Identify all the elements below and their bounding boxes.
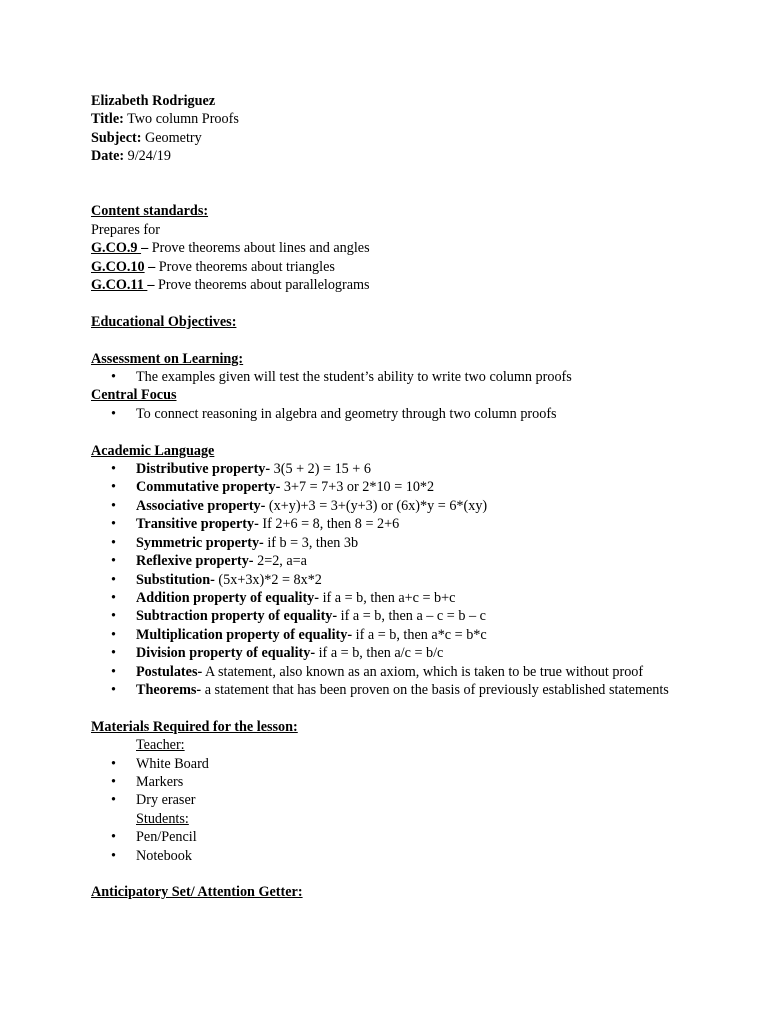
anticipatory-set-heading: Anticipatory Set/ Attention Getter: bbox=[91, 884, 303, 901]
list-item: • To connect reasoning in algebra and geometry through two column proofs bbox=[91, 405, 688, 423]
definition: (x+y)+3 = 3+(y+3) or (6x)*y = 6*(xy) bbox=[265, 497, 488, 514]
list-item bbox=[91, 626, 688, 644]
spacer bbox=[91, 865, 688, 883]
subject-value: Geometry bbox=[141, 129, 202, 146]
term: Division property of equality- bbox=[136, 645, 316, 662]
term: Commutative property- bbox=[136, 479, 281, 496]
academic-language-heading: Academic Language bbox=[91, 442, 215, 459]
spacer bbox=[91, 423, 688, 441]
standard-code: G.CO.9 bbox=[91, 240, 142, 257]
list-item bbox=[91, 607, 688, 625]
list-item: • Dry eraser bbox=[91, 791, 688, 809]
list-item: • The examples given will test the student’s ability to write two column proofs bbox=[91, 368, 688, 386]
list-item bbox=[91, 571, 688, 589]
spacer bbox=[91, 294, 688, 312]
list-item: • Pen/Pencil bbox=[91, 828, 688, 846]
definition: (5x+3x)*2 = 8x*2 bbox=[214, 571, 322, 588]
spacer bbox=[91, 331, 688, 349]
definition: If 2+6 = 8, then 8 = 2+6 bbox=[258, 516, 400, 533]
term: Reflexive property- bbox=[136, 553, 254, 570]
definition: if a = b, then a – c = b – c bbox=[337, 608, 486, 625]
date-label: Date: bbox=[91, 148, 125, 165]
list-item bbox=[91, 534, 688, 552]
term: Multiplication property of equality- bbox=[136, 626, 353, 643]
materials-heading: Materials Required for the lesson: bbox=[91, 718, 298, 735]
date-value: 9/24/19 bbox=[124, 148, 171, 165]
term: Theorems- bbox=[136, 681, 202, 698]
list-item bbox=[91, 644, 688, 662]
content-standards-intro: Prepares for bbox=[91, 221, 160, 238]
list-item bbox=[91, 460, 688, 478]
list-item bbox=[91, 497, 688, 515]
central-focus-heading: Central Focus bbox=[91, 387, 177, 404]
standard-item bbox=[91, 276, 688, 294]
date-line bbox=[91, 147, 688, 165]
teacher-label: Teacher: bbox=[136, 737, 185, 754]
definition: 3(5 + 2) = 15 + 6 bbox=[270, 461, 371, 478]
subject-label: Subject: bbox=[91, 129, 142, 146]
students-materials-list bbox=[91, 828, 688, 865]
assessment-heading: Assessment on Learning: bbox=[91, 350, 244, 367]
list-item bbox=[91, 552, 688, 570]
term: Associative property- bbox=[136, 497, 266, 514]
title-line bbox=[91, 110, 688, 128]
standard-code: G.CO.11 bbox=[91, 277, 148, 294]
definition: if a = b, then a*c = b*c bbox=[352, 626, 487, 643]
definition: 3+7 = 7+3 or 2*10 = 10*2 bbox=[280, 479, 435, 496]
standard-text: Prove theorems about parallelograms bbox=[154, 277, 370, 294]
definition: if a = b, then a+c = b+c bbox=[319, 589, 456, 606]
assessment-list bbox=[91, 368, 688, 386]
definition: if b = 3, then 3b bbox=[263, 534, 359, 551]
term: Distributive property- bbox=[136, 461, 271, 478]
educational-objectives-heading: Educational Objectives: bbox=[91, 313, 237, 330]
list-item bbox=[91, 515, 688, 533]
list-item bbox=[91, 681, 696, 699]
standard-item bbox=[91, 239, 688, 257]
term: Addition property of equality- bbox=[136, 589, 320, 606]
definition: A statement, also known as an axiom, which is taken to be true without proof bbox=[202, 663, 644, 680]
standard-dash: – bbox=[141, 240, 149, 257]
standard-code: G.CO.10 bbox=[91, 258, 145, 275]
list-item bbox=[91, 663, 688, 681]
spacer bbox=[91, 699, 688, 717]
standard-dash: – bbox=[144, 258, 156, 275]
list-item: • Notebook bbox=[91, 847, 688, 865]
definition: a statement that has been proven on the basis of previously established statements bbox=[201, 681, 669, 698]
term: Postulates- bbox=[136, 663, 203, 680]
term: Symmetric property- bbox=[136, 534, 264, 551]
standard-item bbox=[91, 258, 688, 276]
term: Subtraction property of equality- bbox=[136, 608, 338, 625]
students-label: Students: bbox=[136, 810, 189, 827]
term: Substitution- bbox=[136, 571, 215, 588]
list-item: • Markers bbox=[91, 773, 688, 791]
standard-text: Prove theorems about lines and angles bbox=[148, 240, 370, 257]
definition: 2=2, a=a bbox=[253, 553, 307, 570]
list-item bbox=[91, 589, 688, 607]
central-focus-list bbox=[91, 405, 688, 423]
author-name: Elizabeth Rodriguez bbox=[91, 93, 216, 109]
title-value: Two column Proofs bbox=[123, 111, 239, 128]
academic-language-list bbox=[91, 460, 688, 699]
content-standards-heading: Content standards: bbox=[91, 203, 209, 220]
list-item: • White Board bbox=[91, 755, 688, 773]
subject-line bbox=[91, 129, 688, 147]
spacer bbox=[91, 166, 688, 203]
definition: if a = b, then a/c = b/c bbox=[315, 645, 444, 662]
list-item bbox=[91, 478, 688, 496]
title-label: Title: bbox=[91, 111, 124, 128]
standard-dash: – bbox=[147, 277, 155, 294]
standard-text: Prove theorems about triangles bbox=[155, 258, 335, 275]
teacher-materials-list bbox=[91, 755, 688, 810]
term: Transitive property- bbox=[136, 516, 259, 533]
